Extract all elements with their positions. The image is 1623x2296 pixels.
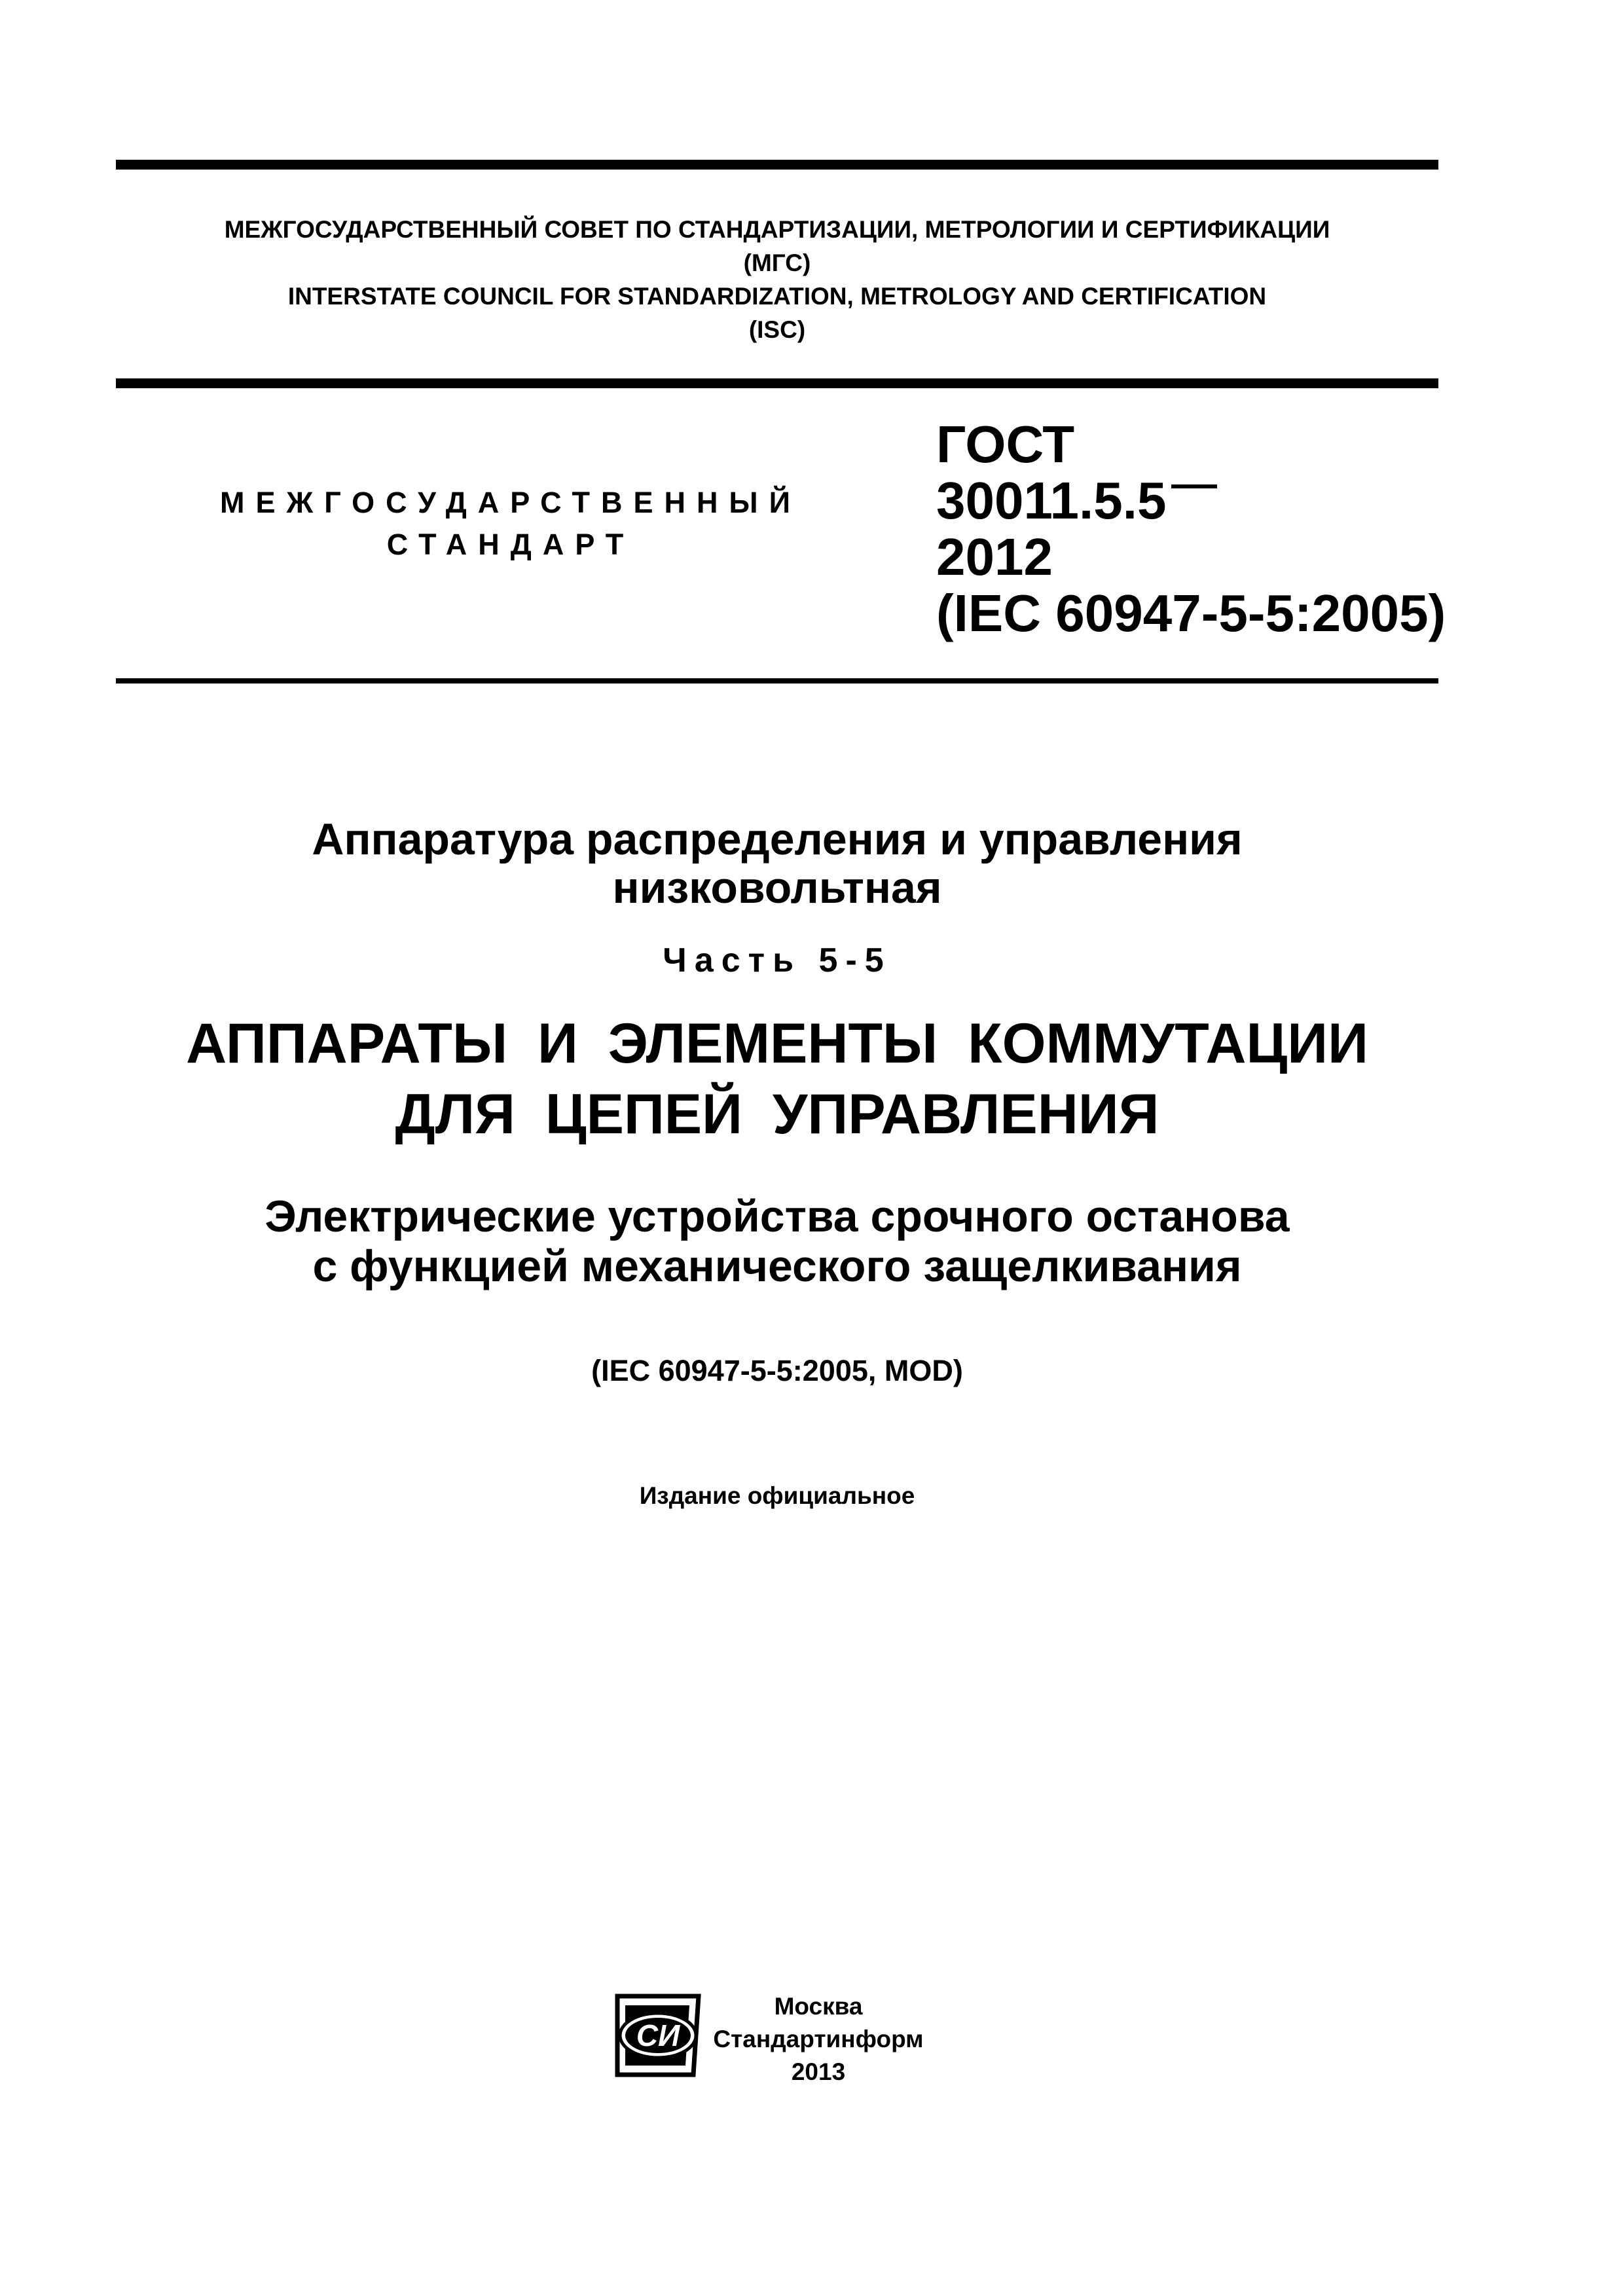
iec-reference: (IEC 60947-5-5:2005, MOD) — [591, 1354, 963, 1387]
council-header — [116, 213, 1438, 346]
publisher-city: Москва — [774, 1993, 863, 2020]
publisher-year: 2013 — [791, 2058, 846, 2085]
council-abbr-ru: (МГС) — [743, 249, 811, 276]
standartinform-logo-icon — [612, 1992, 704, 2079]
gost-designation — [936, 416, 1446, 642]
publisher-name: Стандартинформ — [713, 2026, 924, 2052]
gost-number: 30011.5.5 — [936, 471, 1167, 530]
logo-text: СИ — [636, 2018, 680, 2052]
publisher-block — [707, 1990, 930, 2088]
subtitle-line2: с функцией механического защелкивания — [312, 1241, 1242, 1291]
title-line2: низковольтная — [612, 863, 942, 913]
top-rule — [116, 160, 1438, 170]
subtitle — [116, 1192, 1438, 1291]
standard-kind-line1: МЕЖГОСУДАРСТВЕННЫЙ — [220, 486, 801, 519]
subtitle-line1: Электрические устройства срочного останова — [264, 1192, 1290, 1241]
standard-kind-line2: СТАНДАРТ — [386, 528, 635, 561]
document-title — [116, 815, 1438, 912]
council-name-ru: МЕЖГОСУДАРСТВЕННЫЙ СОВЕТ ПО СТАНДАРТИЗАЦИИ, МЕТРОЛОГИИ И СЕРТИФИКАЦИИ — [224, 216, 1330, 243]
edition-note: Издание официальное — [639, 1482, 915, 1509]
gost-year: 2012 — [936, 528, 1053, 586]
part-title — [116, 1008, 1438, 1150]
standard-kind — [183, 482, 838, 566]
gost-number-wrap — [936, 473, 1166, 529]
council-abbr-en: (ISC) — [748, 316, 806, 343]
header-divider — [116, 378, 1438, 388]
gost-prefix: ГОСТ — [936, 415, 1075, 473]
part-title-line1: АППАРАТЫ И ЭЛЕМЕНТЫ КОММУТАЦИИ — [186, 1012, 1368, 1075]
title-line1: Аппаратура распределения и управления — [312, 814, 1243, 864]
em-dash-mark — [1171, 484, 1217, 488]
part-label: Часть 5-5 — [663, 941, 892, 979]
designation-divider — [116, 678, 1438, 683]
gost-iec-equivalent: (IEC 60947-5-5:2005) — [936, 584, 1446, 642]
council-name-en: INTERSTATE COUNCIL FOR STANDARDIZATION, METROLOGY AND CERTIFICATION — [287, 283, 1267, 310]
part-title-line2: ДЛЯ ЦЕПЕЙ УПРАВЛЕНИЯ — [395, 1083, 1159, 1146]
